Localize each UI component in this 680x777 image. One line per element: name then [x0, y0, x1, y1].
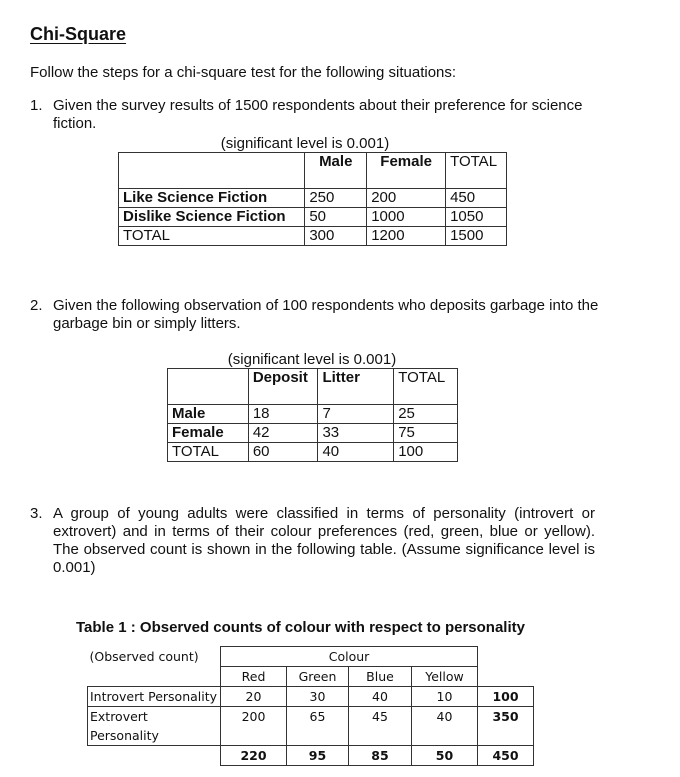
- question-text: A group of young adults were classified in terms of personality (introvert or extrovert) and in terms of their colour preferences (red, green, blue or yellow). The observed count is shown in the following table. (Assume significance level is 0.001): [53, 505, 595, 576]
- table-cell: 100: [394, 443, 458, 462]
- row-total: 100: [478, 687, 534, 707]
- row-label: Introvert Personality: [88, 687, 221, 707]
- table-cell: 40: [349, 687, 412, 707]
- row-label: TOTAL: [119, 227, 305, 246]
- table-header-row: [119, 153, 507, 189]
- table-header-row: [168, 369, 458, 405]
- spacer-cell: [478, 647, 534, 667]
- grand-total: 450: [478, 746, 534, 766]
- table-cell: 40: [412, 707, 478, 746]
- colour-table: [87, 646, 534, 766]
- header-cell: Yellow: [412, 667, 478, 687]
- spacer-cell: [478, 667, 534, 687]
- table-row: [88, 707, 534, 746]
- observed-count-label: (Observed count): [89, 648, 199, 664]
- column-total: 50: [412, 746, 478, 766]
- table-cell: 25: [394, 405, 458, 424]
- table-corner-cell: [168, 369, 249, 405]
- table-cell: 1200: [367, 227, 446, 246]
- table-row: [119, 189, 507, 208]
- table-cell: 45: [349, 707, 412, 746]
- table-cell: 300: [305, 227, 367, 246]
- significance-note: (significant level is 0.001): [227, 351, 397, 368]
- row-label: TOTAL: [168, 443, 249, 462]
- question-text: Given the following observation of 100 respondents who deposits garbage into the garbage bin or simply litters.: [53, 297, 599, 332]
- table-cell: 50: [305, 208, 367, 227]
- table-cell: 450: [446, 189, 507, 208]
- table-cell: 250: [305, 189, 367, 208]
- header-cell: Deposit: [248, 369, 318, 405]
- significance-note: (significant level is 0.001): [220, 135, 390, 152]
- header-cell: Green: [287, 667, 349, 687]
- table-row: [119, 227, 507, 246]
- totals-row: [88, 746, 534, 766]
- table-row: [119, 208, 507, 227]
- table-cell: 65: [287, 707, 349, 746]
- header-cell: Red: [221, 667, 287, 687]
- table-cell: 200: [221, 707, 287, 746]
- question-3: [30, 505, 595, 577]
- table-row: [168, 424, 458, 443]
- table-row: [88, 687, 534, 707]
- row-label: Female: [168, 424, 249, 443]
- table-cell: 7: [318, 405, 394, 424]
- question-number: 3.: [30, 505, 43, 522]
- table-cell: 30: [287, 687, 349, 707]
- table-cell: 40: [318, 443, 394, 462]
- table-caption: Table 1 : Observed counts of colour with respect to personality: [76, 619, 525, 636]
- table-cell: 200: [367, 189, 446, 208]
- table-row: [168, 405, 458, 424]
- header-cell: Blue: [349, 667, 412, 687]
- column-total: 85: [349, 746, 412, 766]
- row-label: Like Science Fiction: [119, 189, 305, 208]
- survey-table: [118, 152, 507, 246]
- group-header: Colour: [221, 647, 478, 667]
- table-cell: 33: [318, 424, 394, 443]
- spacer-cell: [88, 667, 221, 687]
- header-cell: Litter: [318, 369, 394, 405]
- question-number: 1.: [30, 97, 43, 114]
- table-cell: 18: [248, 405, 318, 424]
- column-total: 220: [221, 746, 287, 766]
- column-total: 95: [287, 746, 349, 766]
- table-cell: 75: [394, 424, 458, 443]
- header-cell: TOTAL: [446, 153, 507, 189]
- page-title: Chi-Square: [30, 24, 127, 44]
- table-cell: 20: [221, 687, 287, 707]
- spacer-cell: [88, 746, 221, 766]
- table-caption-row: [88, 647, 534, 667]
- table-header-row: [88, 667, 534, 687]
- header-cell: TOTAL: [394, 369, 458, 405]
- row-label: Extrovert Personality: [88, 707, 221, 746]
- header-cell: Male: [305, 153, 367, 189]
- question-text: Given the survey results of 1500 respondents about their preference for science fiction.: [53, 97, 583, 132]
- row-label: Dislike Science Fiction: [119, 208, 305, 227]
- intro-text: Follow the steps for a chi-square test for the following situations:: [30, 64, 457, 81]
- table-cell: 42: [248, 424, 318, 443]
- table-cell: 10: [412, 687, 478, 707]
- question-2: [30, 297, 600, 333]
- row-label: Male: [168, 405, 249, 424]
- table-corner-cell: [119, 153, 305, 189]
- header-cell: Female: [367, 153, 446, 189]
- question-number: 2.: [30, 297, 43, 314]
- question-1: [30, 97, 600, 133]
- table-row: [168, 443, 458, 462]
- table-cell: 60: [248, 443, 318, 462]
- table-cell: 1000: [367, 208, 446, 227]
- garbage-table: [167, 368, 458, 462]
- table-cell: 1500: [446, 227, 507, 246]
- row-total: 350: [478, 707, 534, 746]
- table-cell: 1050: [446, 208, 507, 227]
